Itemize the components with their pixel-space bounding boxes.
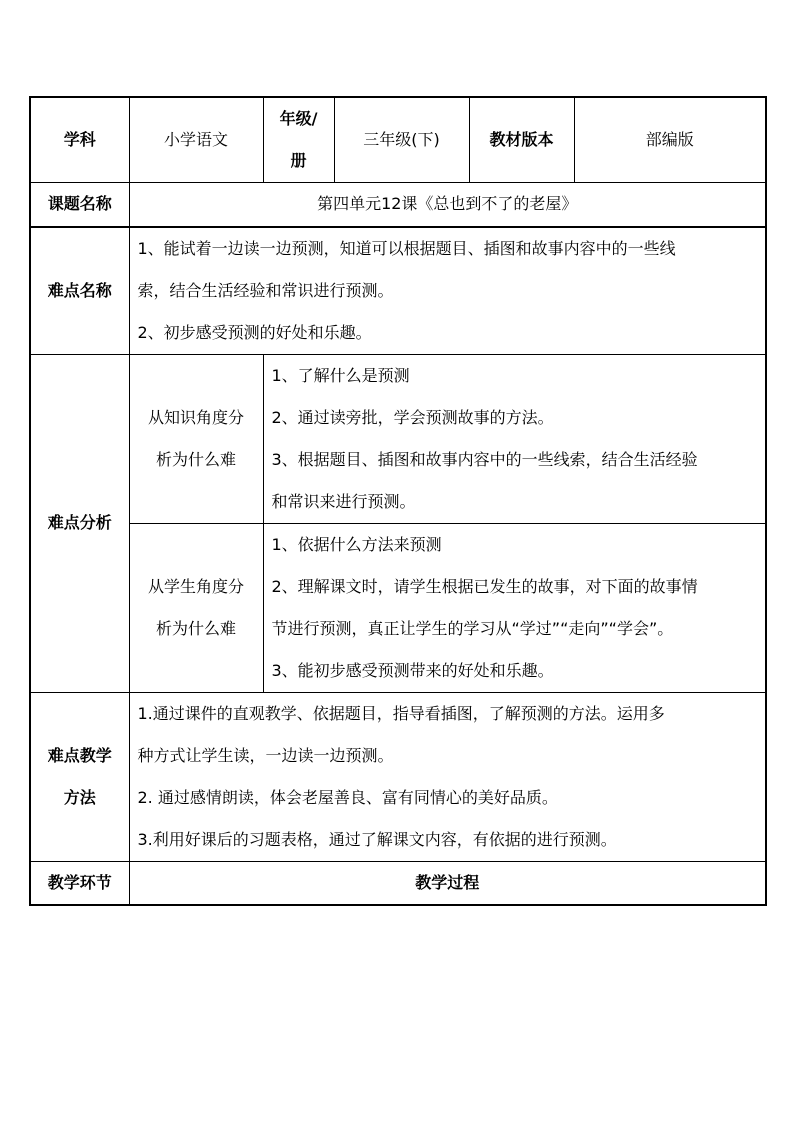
grade-label (263, 97, 334, 183)
topic-row (30, 183, 766, 227)
knowledge-line: 和常识来进行预测。 (271, 491, 416, 511)
difficulty-name-line: 索，结合生活经验和常识进行预测。 (137, 280, 394, 300)
edition-label: 教材版本 (469, 97, 574, 183)
teaching-method-row (30, 692, 766, 861)
teaching-method-line: 2. 通过感情朗读，体会老屋善良、富有同情心的美好品质。 (137, 787, 558, 807)
student-line: 节进行预测，真正让学生的学习从“学过”“走向”“学会”。 (271, 618, 674, 638)
teaching-method-line: 3.利用好课后的习题表格，通过了解课文内容，有依据的进行预测。 (137, 829, 617, 849)
teaching-method-content (129, 692, 766, 861)
student-line: 3、能初步感受预测带来的好处和乐趣。 (271, 660, 554, 680)
subject-value: 小学语文 (129, 97, 263, 183)
student-angle-label-line1: 从学生角度分 (147, 576, 244, 596)
edition-value: 部编版 (574, 97, 766, 183)
teaching-method-label (30, 692, 129, 861)
difficulty-name-line: 1、能试着一边读一边预测，知道可以根据题目、插图和故事内容中的一些线 (137, 238, 676, 258)
student-angle-content (263, 523, 766, 692)
knowledge-angle-label-line2: 析为什么难 (155, 449, 236, 469)
teaching-method-line: 1.通过课件的直观教学、依据题目，指导看插图，了解预测的方法。运用多 (137, 703, 665, 723)
process-value: 教学过程 (129, 861, 766, 905)
difficulty-analysis-label: 难点分析 (30, 354, 129, 692)
teaching-method-label-line2: 方法 (63, 787, 96, 807)
process-label: 教学环节 (30, 861, 129, 905)
student-analysis-row (30, 523, 766, 692)
process-row (30, 861, 766, 905)
difficulty-name-label: 难点名称 (30, 227, 129, 355)
topic-label: 课题名称 (30, 183, 129, 227)
student-angle-label-line2: 析为什么难 (155, 618, 236, 638)
difficulty-name-row (30, 227, 766, 355)
teaching-method-label-line1: 难点教学 (47, 745, 112, 765)
grade-value: 三年级(下) (334, 97, 469, 183)
student-angle-label (129, 523, 263, 692)
difficulty-name-line: 2、初步感受预测的好处和乐趣。 (137, 322, 372, 342)
knowledge-line: 3、根据题目、插图和故事内容中的一些线索，结合生活经验 (271, 449, 698, 469)
topic-value: 第四单元12课《总也到不了的老屋》 (129, 183, 766, 227)
subject-label: 学科 (30, 97, 129, 183)
knowledge-line: 1、了解什么是预测 (271, 365, 410, 385)
header-row (30, 97, 766, 183)
knowledge-analysis-row (30, 354, 766, 523)
grade-label-line2: 册 (290, 151, 307, 170)
difficulty-name-content (129, 227, 766, 355)
student-line: 2、理解课文时，请学生根据已发生的故事，对下面的故事情 (271, 576, 698, 596)
student-line: 1、依据什么方法来预测 (271, 534, 442, 554)
knowledge-angle-label-line1: 从知识角度分 (147, 407, 244, 427)
knowledge-angle-label (129, 354, 263, 523)
teaching-method-line: 种方式让学生读，一边读一边预测。 (137, 745, 394, 765)
knowledge-line: 2、通过读旁批，学会预测故事的方法。 (271, 407, 554, 427)
lesson-plan-table (29, 96, 767, 906)
knowledge-angle-content (263, 354, 766, 523)
grade-label-line1: 年级/ (279, 109, 318, 128)
